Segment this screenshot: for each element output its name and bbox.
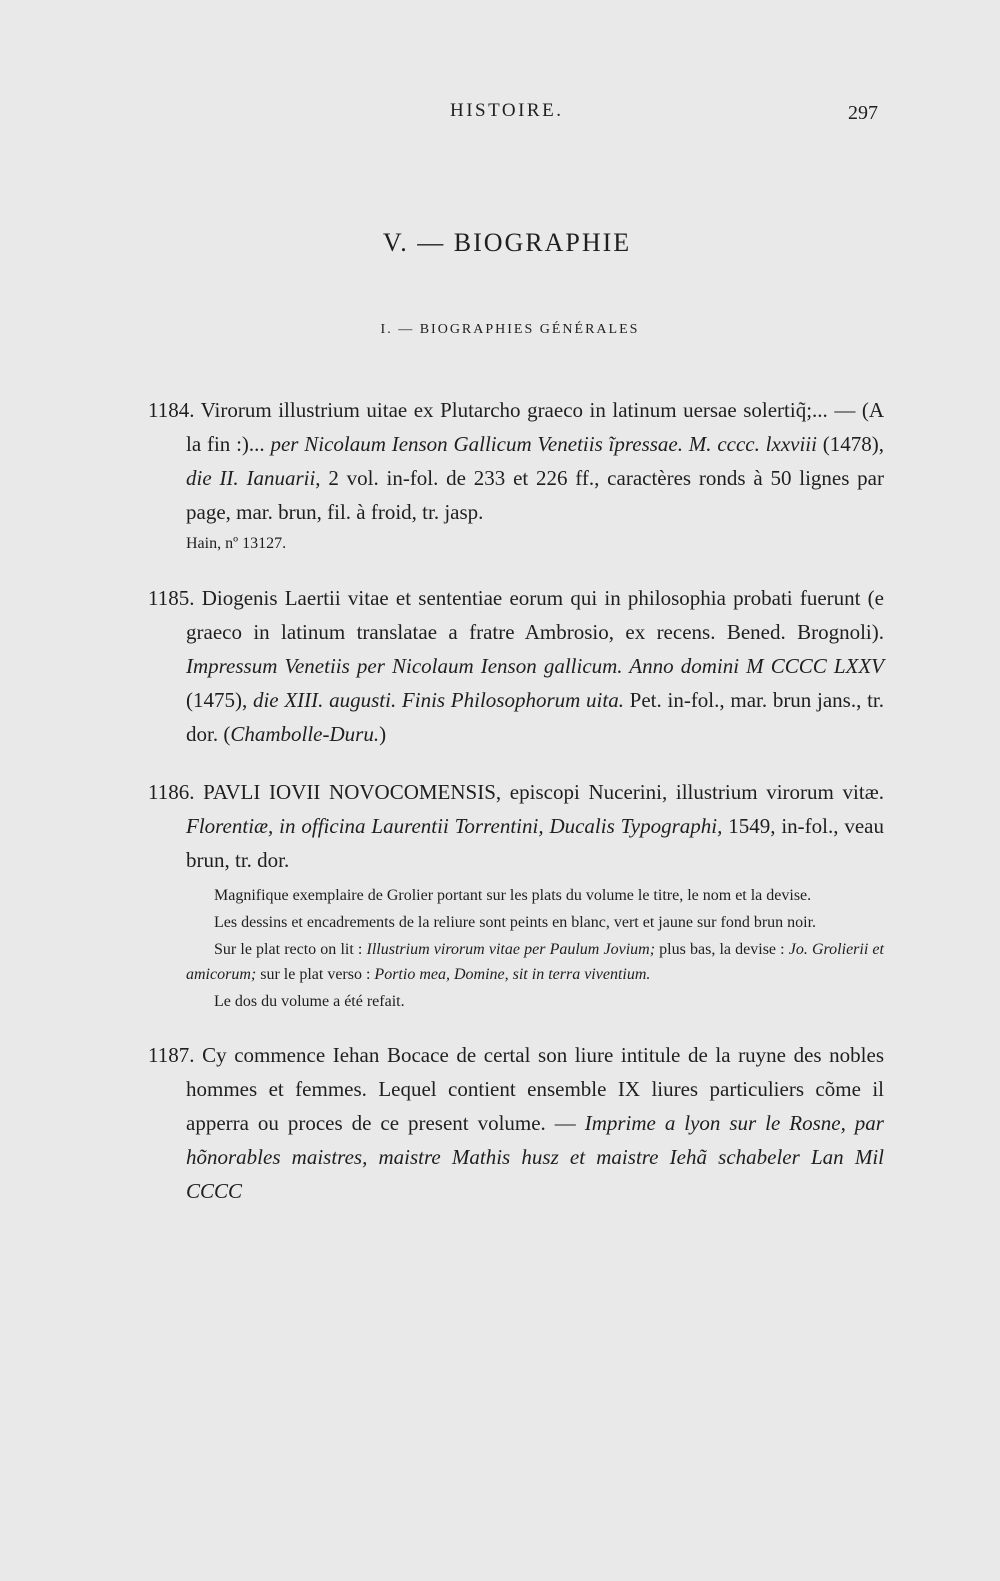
entry-number: 1186. <box>148 780 195 804</box>
entry-description: Pet. in-fol., mar. brun jans., tr. dor. ( <box>186 688 884 746</box>
entry-date: (1478), <box>816 432 884 456</box>
catalog-entries <box>148 393 884 1232</box>
entry-closing: ) <box>379 722 387 746</box>
entry-imprint: Imprime a lyon sur le Rosne, par hõnorables maistres, maistre Mathis husz et maistre Iehã schabeler Lan Mil CCCC <box>186 1111 884 1203</box>
entry-number: 1187. <box>148 1043 195 1067</box>
entry-description: , 2 vol. in-fol. de 233 et 226 ff., caractères ronds à 50 lignes par page, mar. brun, fil. à froid, tr. jasp. <box>186 466 884 524</box>
catalog-entry-1187 <box>148 1038 884 1208</box>
entry-day: die XIII. augusti. Finis Philosophorum uita. <box>252 688 624 712</box>
entry-imprint: Florentiæ, in officina Laurentii Torrentini, Ducalis Typographi, <box>186 814 723 838</box>
note-paragraph: Sur le plat recto on lit : Illustrium virorum vitae per Paulum Jovium; plus bas, la devise : Jo. Grolierii et amicorum; sur le plat verso : Portio mea, Domine, sit in terra viventium. <box>186 941 884 983</box>
section-title: V. — BIOGRAPHIE <box>382 228 632 257</box>
subsection-title: I. — BIOGRAPHIES GÉNÉRALES <box>380 322 640 337</box>
page-number: 297 <box>848 102 878 124</box>
entry-date: (1475), <box>186 688 253 712</box>
page-header <box>0 94 1000 134</box>
entry-title: Cy commence Iehan Bocace de certal son liure intitule de la ruyne des nobles hommes et femmes. Lequel contient ensemble IX liures particuliers cõme il apperra ou proces de ce present volume. — <box>186 1043 884 1135</box>
catalog-entry-1185 <box>148 581 884 751</box>
entry-text <box>148 775 884 877</box>
entry-title: PAVLI IOVII NOVOCOMENSIS, episcopi Nucerini, illustrium virorum vitæ. <box>194 780 884 804</box>
note-paragraph: Les dessins et encadrements de la reliure sont peints en blanc, vert et jaune sur fond brun noir. <box>214 914 817 931</box>
running-head: HISTOIRE. <box>450 100 564 121</box>
catalog-entry-1184 <box>148 393 884 557</box>
entry-binder: Chambolle-Duru. <box>230 722 380 746</box>
entry-notes <box>186 883 884 1014</box>
entry-text <box>148 581 884 751</box>
entry-day: die II. Ianuarii <box>186 466 316 490</box>
catalog-entry-1186 <box>148 775 884 1014</box>
entry-number: 1185. <box>148 586 195 610</box>
entry-imprint: per Nicolaum Ienson Gallicum Venetiis ĩpressae. M. cccc. lxxviii <box>270 432 817 456</box>
entry-text <box>148 393 884 529</box>
entry-imprint: Impressum Venetiis per Nicolaum Ienson gallicum. Anno domini M CCCC LXXV <box>186 654 884 678</box>
entry-title: Diogenis Laertii vitae et sententiae eorum qui in philosophia probati fuerunt (e graeco in latinum translatae a fratre Ambrosio, ex recens. Bened. Brognoli). <box>186 586 884 644</box>
note-paragraph: Le dos du volume a été refait. <box>214 993 405 1010</box>
entry-description: 1549, in-fol., veau brun, tr. dor. <box>186 814 885 872</box>
entry-number: 1184. <box>148 398 195 422</box>
entry-reference: Hain, nº 13127. <box>186 535 287 552</box>
entry-title: Virorum illustrium uitae ex Plutarcho graeco in latinum uersae solertiq̃;... — (A la fin :)... <box>186 398 884 456</box>
entry-text <box>148 1038 884 1208</box>
note-paragraph: Magnifique exemplaire de Grolier portant sur les plats du volume le titre, le nom et la devise. <box>214 887 812 904</box>
